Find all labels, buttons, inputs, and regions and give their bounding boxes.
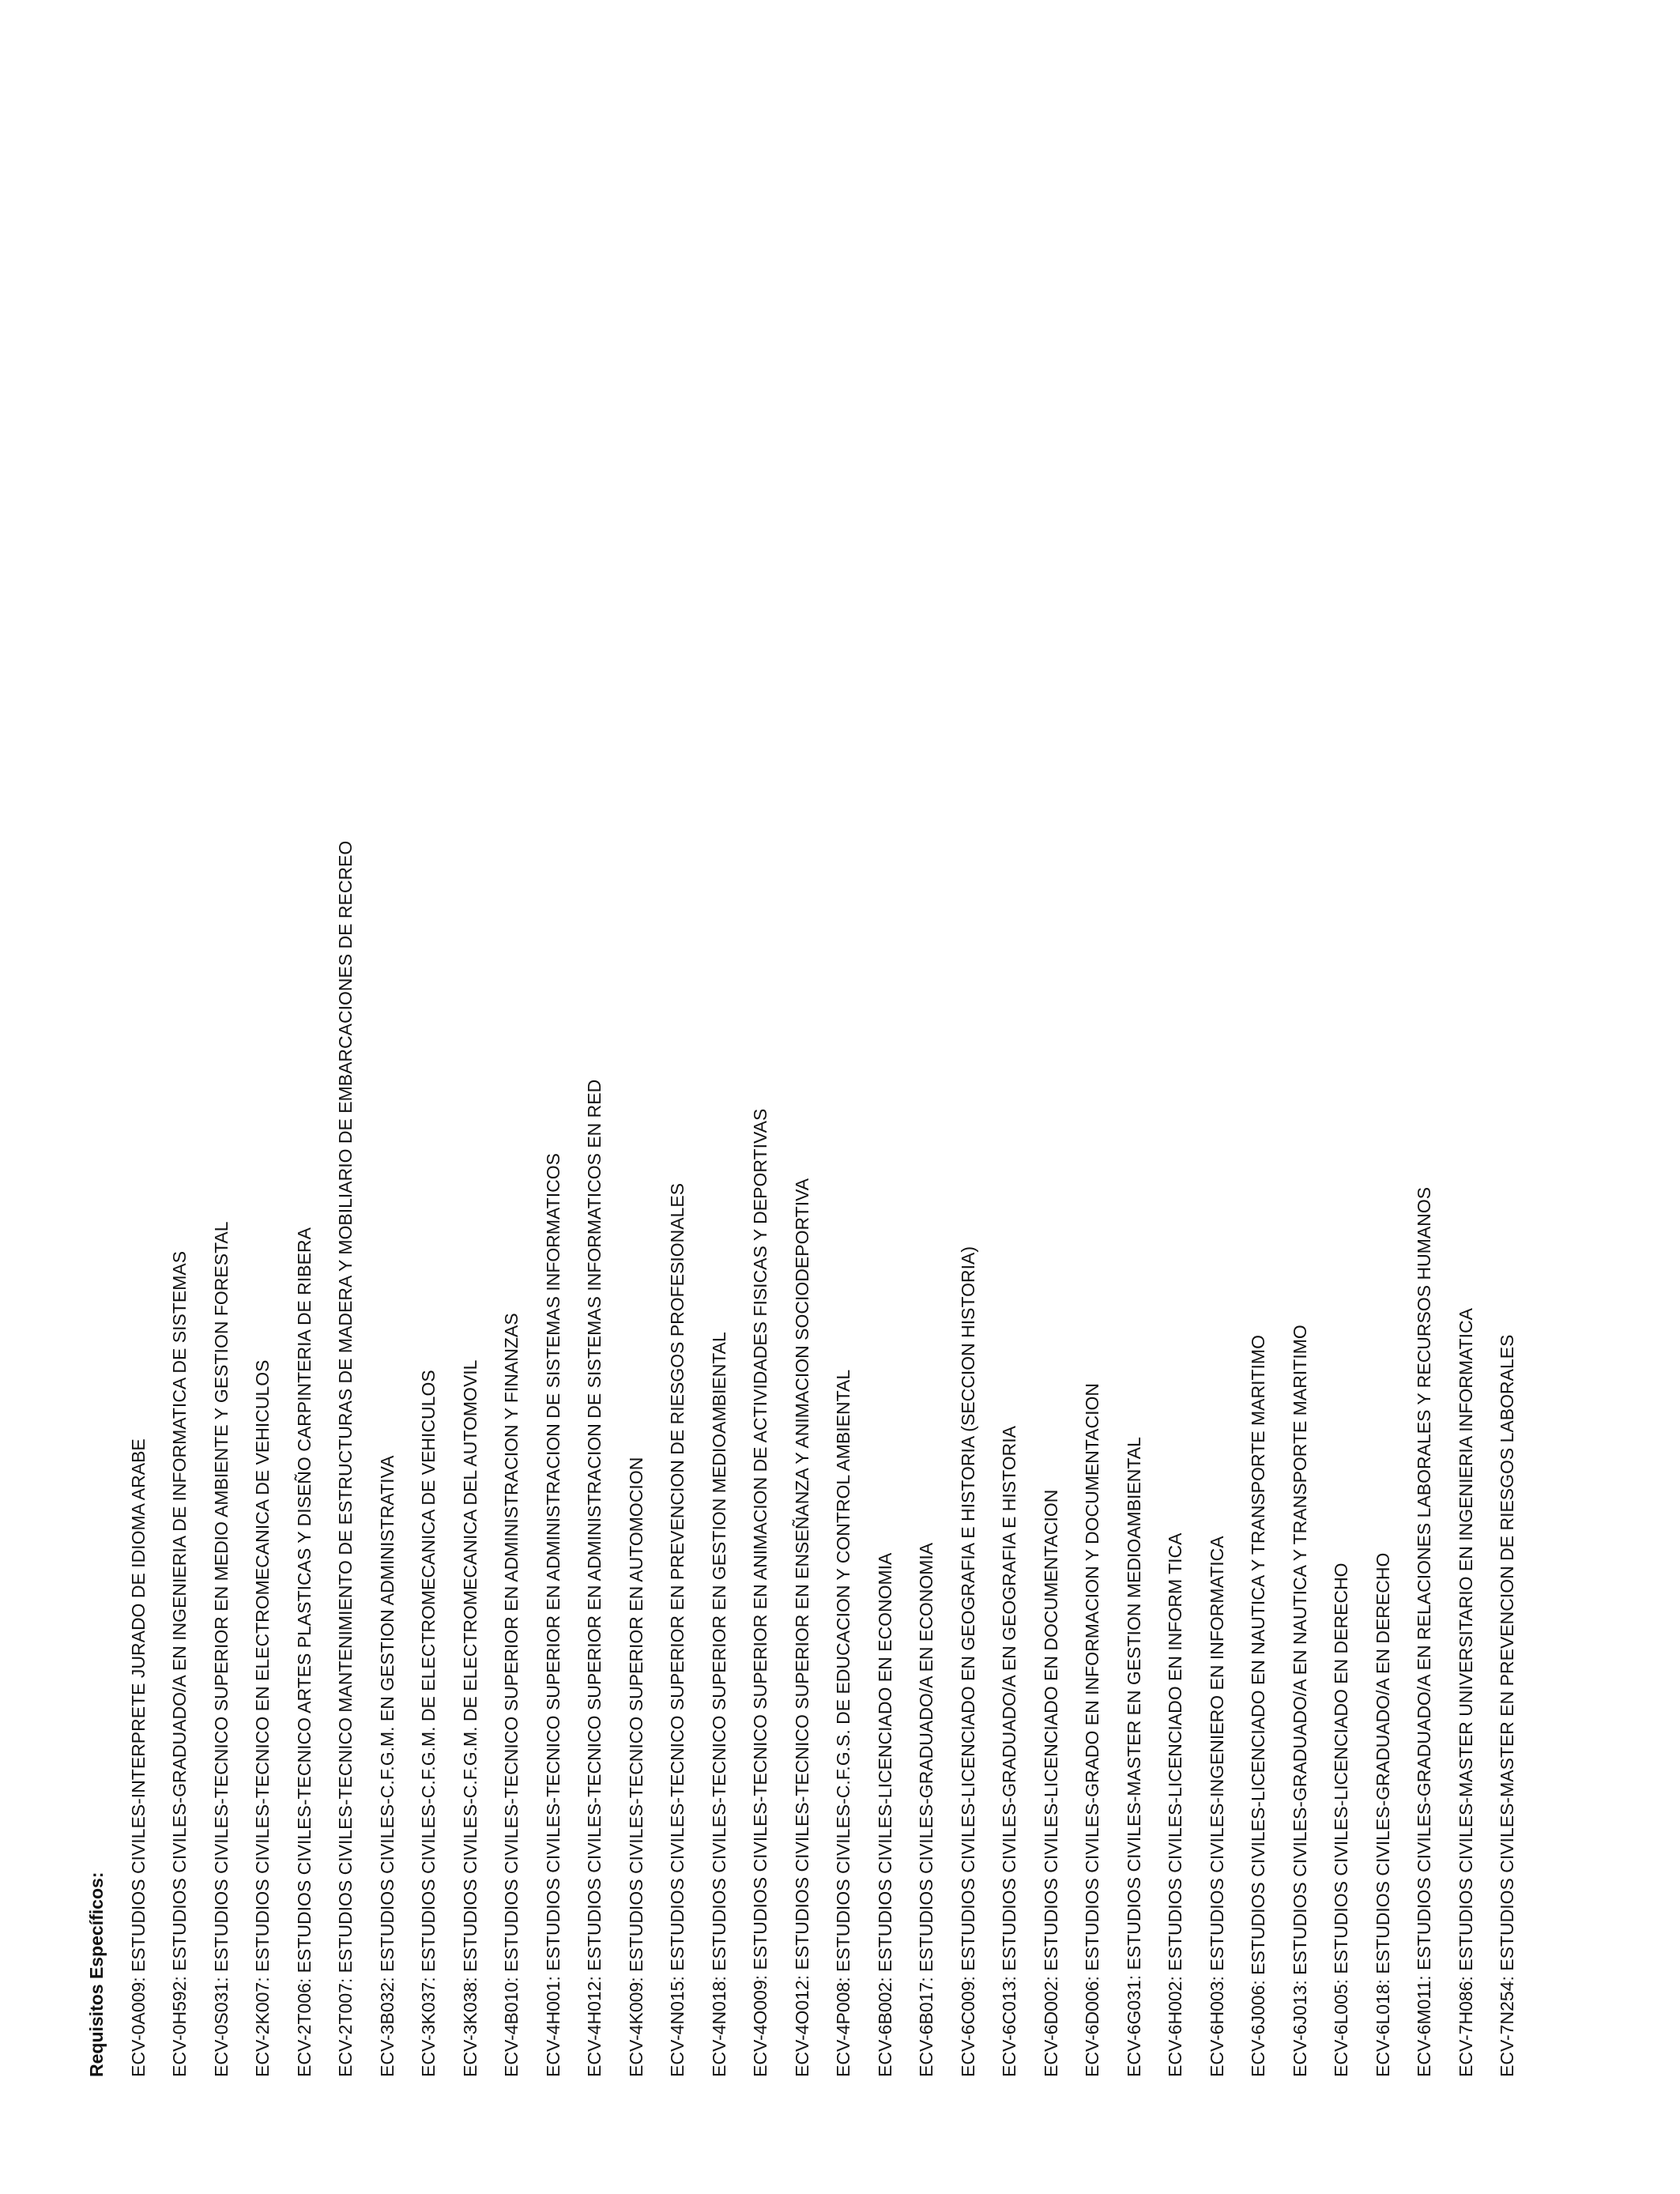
requirement-item xyxy=(1072,101,1113,2077)
requirement-description: ESTUDIOS CIVILES-TECNICO SUPERIOR EN PREVENCION DE RIESGOS PROFESIONALES xyxy=(667,1182,687,1971)
requirement-description: ESTUDIOS CIVILES-GRADUADO/A EN DERECHO xyxy=(1372,1552,1393,1974)
requirement-code: ECV-6D006 : xyxy=(1082,1971,1102,2077)
requirement-code: ECV-4K009 : xyxy=(626,1972,646,2077)
requirement-description: ESTUDIOS CIVILES-TECNICO SUPERIOR EN ADMINISTRACION DE SISTEMAS INFORMATICOS xyxy=(542,1153,563,1971)
requirement-code: ECV-6G031 : xyxy=(1124,1970,1144,2077)
requirement-description: ESTUDIOS CIVILES-GRADUADO/A EN ECONOMIA xyxy=(916,1542,936,1973)
requirement-description: ESTUDIOS CIVILES-LICENCIADO EN ECONOMIA xyxy=(874,1552,895,1973)
requirement-code: ECV-4O009 : xyxy=(750,1970,770,2077)
requirement-code: ECV-4N018 : xyxy=(709,1971,729,2077)
requirement-code: ECV-3K038 : xyxy=(460,1972,480,2077)
requirement-code: ECV-6C009 : xyxy=(958,1971,978,2077)
requirement-description: ESTUDIOS CIVILES-GRADUADO/A EN RELACIONES LABORALES Y RECURSOS HUMANOS xyxy=(1414,1186,1434,1970)
requirement-description: ESTUDIOS CIVILES-TECNICO SUPERIOR EN ADMINISTRACION DE SISTEMAS INFORMATICOS EN RED xyxy=(584,1079,605,1971)
requirement-description: ESTUDIOS CIVILES-C.F.G.M. EN GESTION ADMINISTRATIVA xyxy=(376,1455,397,1973)
requirement-item xyxy=(118,101,160,2077)
requirement-description: ESTUDIOS CIVILES-GRADO EN INFORMACION Y DOCUMENTACION xyxy=(1082,1383,1102,1971)
requirement-description: ESTUDIOS CIVILES-INTERPRETE JURADO DE IDIOMA ARABE xyxy=(127,1438,149,1973)
requirement-description: ESTUDIOS CIVILES-TECNICO SUPERIOR EN MEDIO AMBIENTE Y GESTION FORESTAL xyxy=(210,1221,232,1973)
requirement-code: ECV-0S031 : xyxy=(211,1972,232,2077)
requirement-item xyxy=(491,101,533,2077)
requirement-description: ESTUDIOS CIVILES-C.F.G.M. DE ELECTROMECANICA DE VEHICULOS xyxy=(418,1370,439,1973)
requirement-item xyxy=(1196,101,1238,2077)
requirement-item xyxy=(1155,101,1196,2077)
requirement-description: ESTUDIOS CIVILES-LICENCIADO EN NAUTICA Y TRANSPORTE MARITIMO xyxy=(1248,1335,1268,1975)
requirement-description: ESTUDIOS CIVILES-TECNICO SUPERIOR EN ENSEÑANZA Y ANIMACION SOCIODEPORTIVA xyxy=(791,1178,812,1970)
requirement-item xyxy=(201,101,243,2077)
requirement-description: ESTUDIOS CIVILES-TECNICO SUPERIOR EN GESTION MEDIOAMBIENTAL xyxy=(708,1332,729,1971)
requirement-item xyxy=(450,101,492,2077)
requirement-code: ECV-2K007 : xyxy=(252,1972,273,2077)
requirement-item xyxy=(574,101,616,2077)
requirement-code: ECV-2T006 : xyxy=(294,1973,315,2077)
requirement-code: ECV-6J013 : xyxy=(1290,1975,1310,2077)
requirement-item xyxy=(1486,101,1528,2077)
requirement-item xyxy=(1445,101,1487,2077)
requirement-item xyxy=(242,101,284,2077)
requirement-item xyxy=(823,101,864,2077)
requirement-item xyxy=(1237,101,1279,2077)
requirement-description: ESTUDIOS CIVILES-LICENCIADO EN GEOGRAFIA E HISTORIA (SECCION HISTORIA) xyxy=(957,1246,978,1971)
requirement-item xyxy=(1320,101,1362,2077)
requirement-item xyxy=(1403,101,1445,2077)
requirement-code: ECV-6L005 : xyxy=(1331,1974,1351,2077)
requirement-item xyxy=(1113,101,1155,2077)
requirement-item xyxy=(325,101,367,2077)
requirement-code: ECV-3K037 : xyxy=(418,1972,439,2077)
requirement-description: ESTUDIOS CIVILES-TECNICO MANTENIMIENTO DE ESTRUCTURAS DE MADERA Y MOBILIARIO DE EMBARCACIONES DE RECREO xyxy=(335,840,356,1973)
requirement-code: ECV-4H001 : xyxy=(543,1971,563,2077)
requirement-code: ECV-2T007 : xyxy=(335,1973,356,2077)
requirement-description: ESTUDIOS CIVILES-LICENCIADO EN DERECHO xyxy=(1331,1563,1351,1974)
requirement-item xyxy=(1279,101,1321,2077)
requirement-code: ECV-0A009 : xyxy=(128,1972,149,2077)
requirement-description: ESTUDIOS CIVILES-MASTER EN GESTION MEDIOAMBIENTAL xyxy=(1123,1437,1144,1970)
requirement-code: ECV-6C013 : xyxy=(999,1971,1019,2077)
requirement-item xyxy=(1030,101,1072,2077)
requirement-description: ESTUDIOS CIVILES-MASTER EN PREVENCION DE RIESGOS LABORALES xyxy=(1497,1334,1517,1971)
requirement-code: ECV-6M011 : xyxy=(1414,1970,1434,2077)
requirement-description: ESTUDIOS CIVILES-LICENCIADO EN DOCUMENTACION xyxy=(1040,1489,1061,1971)
requirement-item xyxy=(408,101,450,2077)
requirement-code: ECV-6B002 : xyxy=(875,1972,895,2077)
requirement-code: ECV-4H012 : xyxy=(584,1971,605,2077)
requirement-code: ECV-4B010 : xyxy=(501,1972,522,2077)
requirement-description: ESTUDIOS CIVILES-GRADUADO/A EN INGENIERIA DE INFORMATICA DE SISTEMAS xyxy=(169,1250,190,1971)
requirements-list xyxy=(118,101,1528,2077)
requirement-code: ECV-7N254 : xyxy=(1497,1971,1517,2077)
requirement-item xyxy=(782,101,823,2077)
requirement-code: ECV-6J006 : xyxy=(1248,1975,1268,2077)
section-heading: Requisitos Específicos: xyxy=(86,1872,107,2077)
requirement-item xyxy=(367,101,409,2077)
requirement-description: ESTUDIOS CIVILES-C.F.G.M. DE ELECTROMECANICA DEL AUTOMOVIL xyxy=(459,1359,480,1973)
requirement-item xyxy=(699,101,740,2077)
requirement-item xyxy=(284,101,326,2077)
requirement-code: ECV-6L018 : xyxy=(1373,1974,1393,2077)
requirement-code: ECV-3B032 : xyxy=(377,1972,397,2077)
requirement-description: ESTUDIOS CIVILES-GRADUADO/A EN NAUTICA Y TRANSPORTE MARITIMO xyxy=(1289,1325,1310,1975)
requirement-description: ESTUDIOS CIVILES-INGENIERO EN INFORMATICA xyxy=(1206,1536,1227,1971)
requirement-item xyxy=(616,101,657,2077)
requirement-item xyxy=(533,101,574,2077)
requirement-code: ECV-6H003 : xyxy=(1207,1971,1227,2077)
requirement-code: ECV-6H002 : xyxy=(1165,1971,1185,2077)
requirement-description: ESTUDIOS CIVILES-C.F.G.S. DE EDUCACION Y CONTROL AMBIENTAL xyxy=(833,1369,853,1973)
requirement-item xyxy=(864,101,906,2077)
requirement-item xyxy=(1362,101,1404,2077)
specific-requirements-section xyxy=(76,101,1528,2077)
requirement-item xyxy=(740,101,782,2077)
requirement-code: ECV-6D002 : xyxy=(1041,1971,1061,2077)
requirement-description: ESTUDIOS CIVILES-MASTER UNIVERSITARIO EN INGENIERIA INFORMATICA xyxy=(1455,1307,1476,1971)
requirement-description: ESTUDIOS CIVILES-TECNICO SUPERIOR EN ANIMACION DE ACTIVIDADES FISICAS Y DEPORTIVAS xyxy=(750,1108,770,1970)
requirement-code: ECV-4P008 : xyxy=(833,1972,853,2077)
requirement-code: ECV-7H086 : xyxy=(1456,1971,1476,2077)
requirement-item xyxy=(989,101,1030,2077)
requirement-code: ECV-4O012 : xyxy=(792,1970,812,2077)
requirement-item xyxy=(947,101,989,2077)
requirement-code: ECV-6B017 : xyxy=(916,1972,936,2077)
requirement-description: ESTUDIOS CIVILES-TECNICO EN ELECTROMECANICA DE VEHICULOS xyxy=(252,1359,273,1973)
requirement-item xyxy=(906,101,947,2077)
requirement-item xyxy=(159,101,201,2077)
requirement-code: ECV-0H592 : xyxy=(169,1971,190,2077)
requirement-description: ESTUDIOS CIVILES-GRADUADO/A EN GEOGRAFIA E HISTORIA xyxy=(999,1426,1019,1971)
requirement-item xyxy=(657,101,699,2077)
requirement-description: ESTUDIOS CIVILES-TECNICO ARTES PLASTICAS Y DISEÑO CARPINTERIA DE RIBERA xyxy=(293,1227,315,1973)
requirement-description: ESTUDIOS CIVILES-LICENCIADO EN INFORM TICA xyxy=(1165,1532,1185,1971)
requirement-code: ECV-4N015 : xyxy=(667,1971,687,2077)
requirement-description: ESTUDIOS CIVILES-TECNICO SUPERIOR EN ADMINISTRACION Y FINANZAS xyxy=(501,1313,522,1973)
requirement-description: ESTUDIOS CIVILES-TECNICO SUPERIOR EN AUTOMOCION xyxy=(625,1457,646,1973)
